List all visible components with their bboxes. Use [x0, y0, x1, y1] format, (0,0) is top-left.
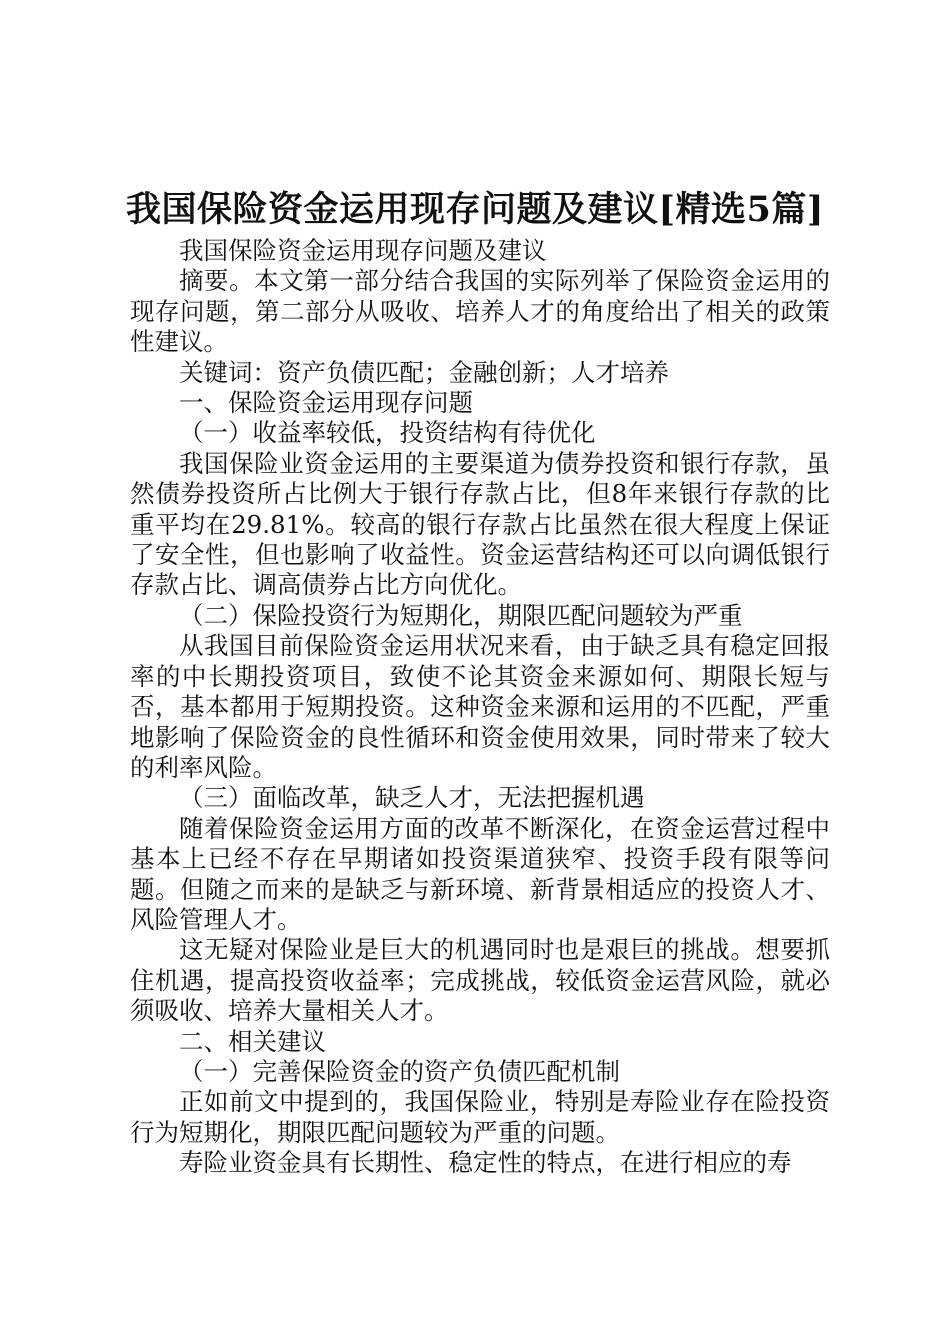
subtitle: 我国保险资金运用现存问题及建议 — [179, 236, 547, 265]
subsection-heading-2-1: （一）完善保险资金的资产负债匹配机制 — [179, 1056, 620, 1086]
body-paragraph: 寿险业资金具有长期性、稳定性的特点，在进行相应的寿 — [179, 1148, 792, 1178]
body-paragraph: 正如前文中提到的，我国保险业，特别是寿险业存在险投资行为短期化，期限匹配问题较为严重的问题。 — [130, 1087, 830, 1147]
subsection-heading-1-1: （一）收益率较低，投资结构有待优化 — [179, 418, 596, 448]
body-paragraph: 我国保险业资金运用的主要渠道为债券投资和银行存款，虽然债券投资所占比例大于银行存款占比，但8年来银行存款的比重平均在29.81%。较高的银行存款占比虽然在很大程度上保证了安全性，但也影响了收益性。资金运营结构还可以向调低银行存款占比、调高债券占比方向优化。 — [130, 448, 830, 600]
document-body — [130, 236, 830, 1179]
body-paragraph: 这无疑对保险业是巨大的机遇同时也是艰巨的挑战。想要抓住机遇，提高投资收益率；完成挑战，较低资金运营风险，就必须吸收、培养大量相关人才。 — [130, 935, 830, 1026]
keywords-line: 关键词：资产负债匹配；金融创新；人才培养 — [179, 357, 669, 387]
subsection-heading-1-3: （三）面临改革，缺乏人才，无法把握机遇 — [179, 783, 645, 813]
section-heading-1: 一、保险资金运用现存问题 — [179, 388, 473, 418]
body-paragraph: 随着保险资金运用方面的改革不断深化，在资金运营过程中基本上已经不存在早期诸如投资渠道狭窄、投资手段有限等问题。但随之而来的是缺乏与新环境、新背景相适应的投资人才、风险管理人才。 — [130, 813, 830, 934]
abstract-paragraph: 摘要。本文第一部分结合我国的实际列举了保险资金运用的现存问题，第二部分从吸收、培养人才的角度给出了相关的政策性建议。 — [130, 266, 830, 357]
body-paragraph: 从我国目前保险资金运用状况来看，由于缺乏具有稳定回报率的中长期投资项目，致使不论其资金来源如何、期限长短与否，基本都用于短期投资。这种资金来源和运用的不匹配，严重地影响了保险资金的良性循环和资金使用效果，同时带来了较大的利率风险。 — [130, 631, 830, 782]
section-heading-2: 二、相关建议 — [179, 1026, 326, 1056]
subsection-heading-1-2: （二）保险投资行为短期化，期限匹配问题较为严重 — [179, 600, 743, 630]
document-title: 我国保险资金运用现存问题及建议[精选5篇] — [126, 189, 824, 230]
